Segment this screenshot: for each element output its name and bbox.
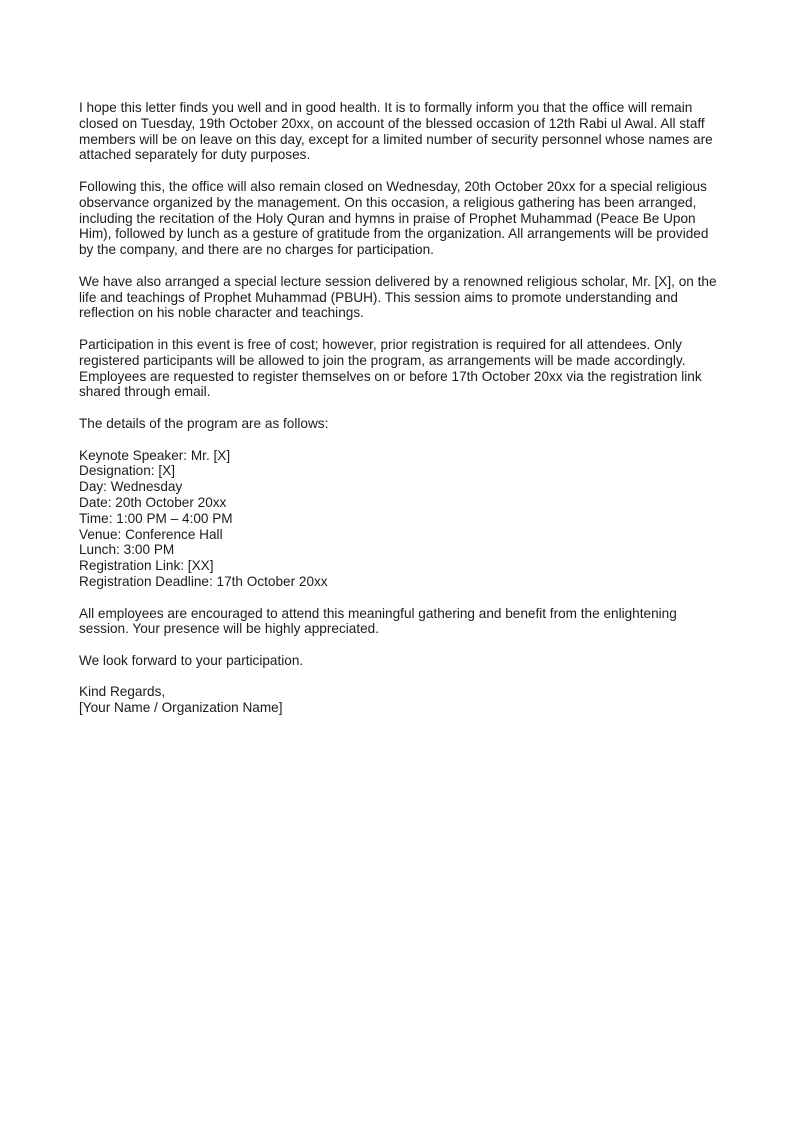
paragraph-registration: Participation in this event is free of cost; however, prior registration is required for all attendees. Only registered participants will be allowed to join the program, as arrangements will be made accordingly. Employees are requested to register themselves on or before 17th October 20xx via the registration link shared through email. (79, 336, 702, 400)
paragraph-office-closure: I hope this letter finds you well and in good health. It is to formally inform you that the office will remain closed on Tuesday, 19th October 20xx, on account of the blessed occasion of 12th Rabi ul Awal. All staff members will be on leave on this day, except for a limited number of security personnel whose names are attached separately for duty purposes. (79, 100, 713, 163)
detail-day: Day: Wednesday (79, 479, 183, 495)
detail-keynote-speaker: Keynote Speaker: Mr. [X] (79, 447, 231, 463)
paragraph-look-forward: We look forward to your participation. (79, 652, 304, 668)
paragraph-lecture-session: We have also arranged a special lecture session delivered by a renowned religious scholar, Mr. [X], on the life and teachings of Prophet Muhammad (PBUH). This session aims to promote understanding and reflection on his noble character and teachings. (79, 273, 717, 321)
detail-date: Date: 20th October 20xx (79, 494, 227, 510)
detail-lunch: Lunch: 3:00 PM (79, 542, 175, 558)
detail-registration-link: Registration Link: [XX] (79, 558, 214, 574)
letter-closing (79, 684, 719, 716)
detail-time: Time: 1:00 PM – 4:00 PM (79, 510, 233, 526)
detail-registration-deadline: Registration Deadline: 17th October 20xx (79, 573, 328, 589)
detail-venue: Venue: Conference Hall (79, 526, 223, 542)
paragraph-encouragement: All employees are encouraged to attend this meaningful gathering and benefit from the enlightening session. Your presence will be highly appreciated. (79, 605, 677, 637)
paragraph-details-intro: The details of the program are as follows: (79, 415, 329, 431)
sign-off: Kind Regards, (79, 684, 166, 700)
letter-body (79, 100, 719, 716)
detail-designation: Designation: [X] (79, 463, 175, 479)
program-details-list (79, 448, 719, 590)
paragraph-religious-gathering: Following this, the office will also remain closed on Wednesday, 20th October 20xx for a special religious observance organized by the management. On this occasion, a religious gathering has been arranged, including the recitation of the Holy Quran and hymns in praise of Prophet Muhammad (Peace Be Upon Him), followed by lunch as a gesture of gratitude from the organization. All arrangements will be provided by the company, and there are no charges for participation. (79, 178, 709, 258)
signature: [Your Name / Organization Name] (79, 700, 283, 716)
